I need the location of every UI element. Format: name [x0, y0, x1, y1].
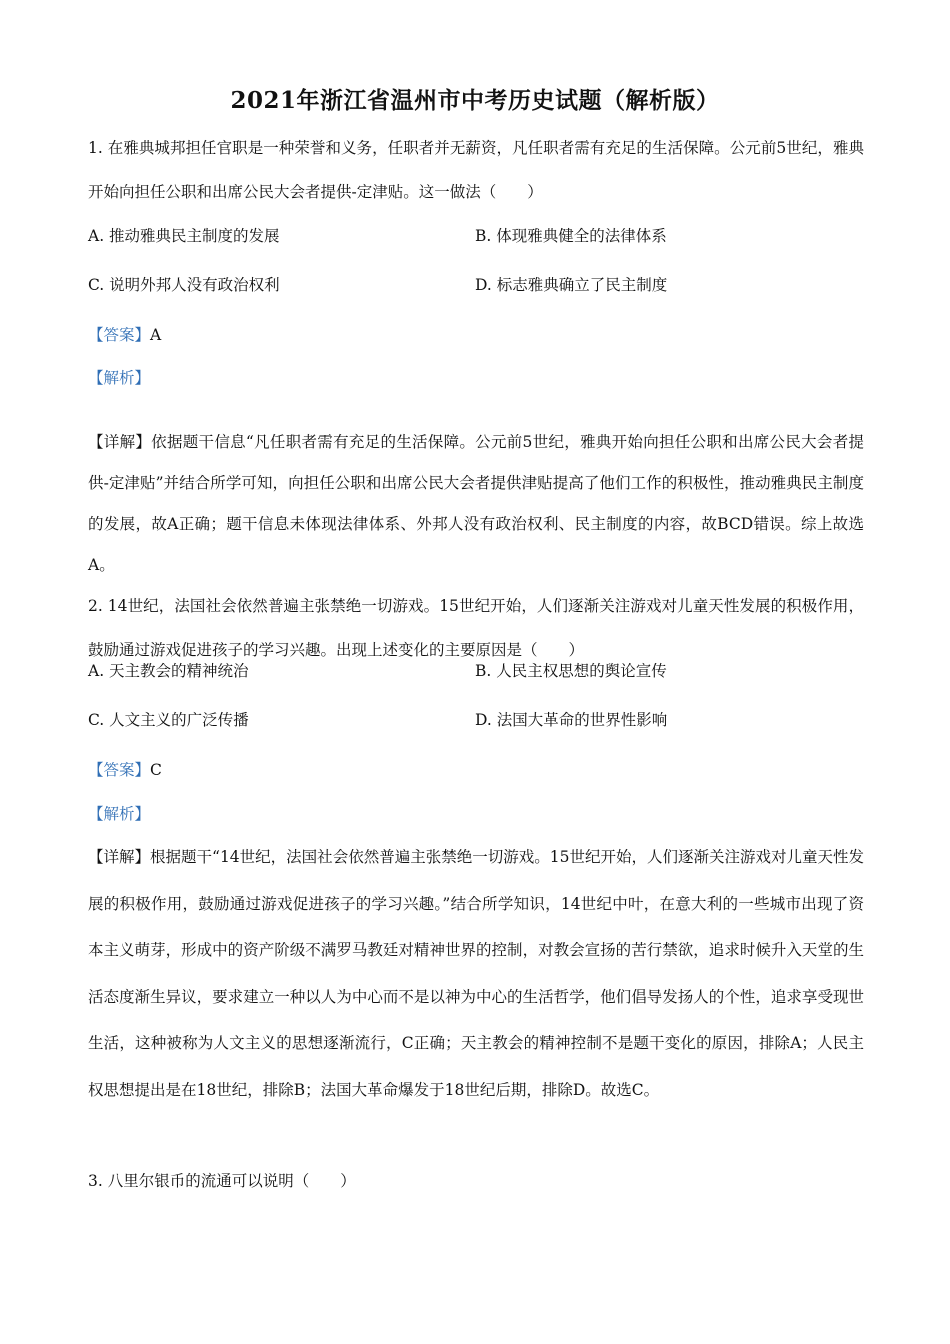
question-1-stem: 1. 在雅典城邦担任官职是一种荣誉和义务，任职者并无薪资，凡任职者需有充足的生活保障。公元前5世纪，雅典开始向担任公职和出席公民大会者提供-定津贴。这一做法（ ） [88, 139, 864, 201]
analysis-tag: 【解析】 [88, 369, 151, 387]
detail-text: 依据题干信息“凡任职者需有充足的生活保障。公元前5世纪，雅典开始向担任公职和出席公民大会者提供-定津贴”并结合所学可知，向担任公职和出席公民大会者提供津贴提高了他们工作的积极性，推动雅典民主制度的发展，故A正确；题干信息未体现法律体系、外邦人没有政治权利、民主制度的内容，故BCD错误。综上故选A。 [88, 433, 864, 574]
question-1-answer [88, 323, 161, 345]
question-2-option-c: C. 人文主义的广泛传播 [88, 711, 249, 729]
detail-tag: 【详解】 [88, 433, 152, 451]
detail-text: 根据题干“14世纪，法国社会依然普遍主张禁绝一切游戏。15世纪开始，人们逐渐关注游戏对儿童天性发展的积极作用，鼓励通过游戏促进孩子的学习兴趣。”结合所学知识，14世纪中叶，在意大利的一些城市出现了资本主义萌芽，形成中的资产阶级不满罗马教廷对精神世界的控制，对教会宣扬的苦行禁欲，追求时候升入天堂的生活态度渐生异议，要求建立一种以人为中心而不是以神为中心的生活哲学，他们倡导发扬人的个性，追求享受现世生活，这种被称为人文主义的思想逐渐流行，C正确；天主教会的精神控制不是题干变化的原因，排除A；人民主权思想提出是在18世纪，排除B；法国大革命爆发于18世纪后期，排除D。故选C。 [88, 848, 864, 1099]
answer-value: C [150, 761, 162, 779]
question-1-detail [88, 422, 864, 586]
question-2-option-a: A. 天主教会的精神统治 [88, 662, 249, 680]
question-1-option-b: B. 体现雅典健全的法律体系 [475, 227, 667, 245]
question-2-stem: 2. 14世纪，法国社会依然普遍主张禁绝一切游戏。15世纪开始，人们逐渐关注游戏对儿童天性发展的积极作用，鼓励通过游戏促进孩子的学习兴趣。出现上述变化的主要原因是（ ） [88, 597, 864, 659]
answer-value: A [150, 326, 162, 344]
answer-tag: 【答案】 [88, 761, 151, 779]
question-3-stem: 3. 八里尔银币的流通可以说明（ ） [88, 1172, 356, 1190]
question-2-option-b: B. 人民主权思想的舆论宣传 [475, 662, 667, 680]
answer-tag: 【答案】 [88, 326, 151, 344]
question-2-option-d: D. 法国大革命的世界性影响 [475, 711, 668, 729]
question-1-option-a: A. 推动雅典民主制度的发展 [88, 227, 280, 245]
page-title: 2021年浙江省温州市中考历史试题（解析版） [230, 87, 720, 114]
question-2-detail [88, 834, 864, 1113]
question-2-answer [88, 758, 162, 780]
question-2-analysis-tag [88, 802, 150, 824]
question-1-option-d: D. 标志雅典确立了民主制度 [475, 276, 668, 294]
analysis-tag: 【解析】 [88, 805, 151, 823]
question-1-analysis-tag [88, 366, 150, 388]
question-1-option-c: C. 说明外邦人没有政治权利 [88, 276, 280, 294]
detail-tag: 【详解】 [88, 848, 151, 866]
